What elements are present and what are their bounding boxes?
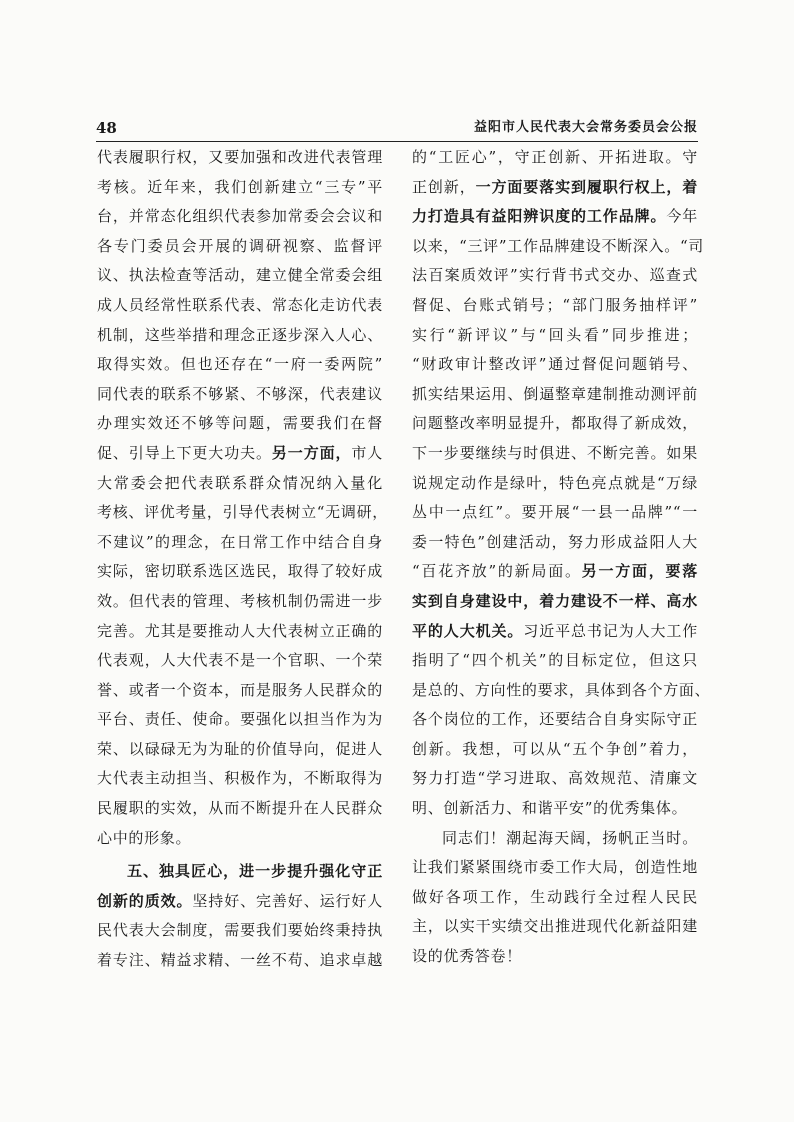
text-line: 同代表的联系不够紧、不够深，代表建议 [97, 384, 383, 403]
right-column [412, 143, 711, 972]
text-line [412, 202, 698, 232]
text-line: 明、创新活力、和谐平安”的优秀集体。 [412, 799, 688, 818]
text-line: 完善。尤其是要推动人大代表树立正确的 [97, 621, 383, 640]
text-run: 市人 [351, 443, 383, 462]
text-line: 考核。近年来，我们创新建立“三专”平 [97, 177, 383, 196]
bold-text: 平的人大机关。 [412, 621, 524, 640]
text-run: 习近平总书记为人大工作 [523, 621, 698, 640]
bold-text: 另一方面， [271, 443, 352, 462]
text-line: 各专门委员会开展的调研视察、监督评 [97, 236, 383, 255]
text-line: 实际，密切联系选区选民，取得了较好成 [97, 562, 383, 581]
text-line: 民履职的实效，从而不断提升在人民群众 [97, 799, 383, 818]
text-line [97, 887, 383, 917]
bold-text: 力打造具有益阳辨识度的工作品牌。 [412, 207, 667, 226]
text-run: 促、引导上下更大功夫。 [97, 443, 272, 462]
text-line: 以来，“三评”工作品牌建设不断深入。“司 [412, 236, 705, 255]
text-line: 各个岗位的工作，还要结合自身实际守正 [412, 710, 698, 729]
section-heading: 五、独具匠心，进一步提升强化守正 [127, 862, 383, 881]
text-line: 下一步要继续与时俱进、不断完善。如果 [412, 443, 698, 462]
text-line [412, 557, 698, 587]
text-line: 督促、台账式销号；“部门服务抽样评” [412, 295, 698, 314]
text-line: 议、执法检查等活动，建立健全常委会组 [97, 266, 383, 285]
text-line: 指明了“四个机关”的目标定位，但这只 [412, 651, 698, 670]
text-line: “财政审计整改评”通过督促问题销号、 [412, 355, 698, 374]
text-line: 丛中一点红”。要开展“一县一品牌”“一 [412, 503, 698, 522]
text-line: 问题整改率明显提升，都取得了新成效， [412, 414, 698, 433]
text-line: 努力打造“学习进取、高效规范、清廉文 [412, 769, 698, 788]
bold-text: 另一方面，要落 [581, 562, 698, 581]
text-line: 同志们！潮起海天阔，扬帆正当时。 [442, 828, 698, 847]
text-line: 荣、以碌碌无为为耻的价值导向，促进人 [97, 739, 383, 758]
text-run: 今年 [666, 207, 699, 226]
text-line: 是总的、方向性的要求，具体到各个方面、 [412, 680, 711, 699]
text-line [97, 857, 383, 887]
paragraph [97, 143, 388, 853]
text-line: 取得实效。但也还存在“一府一委两院” [97, 355, 383, 374]
text-line [412, 173, 698, 203]
text-line: 誉、或者一个资本，而是服务人民群众的 [97, 680, 383, 699]
bold-text: 一方面要落实到履职行权上，着 [475, 177, 698, 196]
text-line: 效。但代表的管理、考核机制仍需进一步 [97, 591, 383, 610]
text-line: 大常委会把代表联系群众情况纳入量化 [97, 473, 383, 492]
text-line: 不建议”的理念，在日常工作中结合自身 [97, 532, 383, 551]
text-run: 坚持好、完善好、运行好人 [192, 891, 384, 910]
text-line: 说规定动作是绿叶，特色亮点就是“万绿 [412, 473, 698, 492]
text-line [412, 617, 698, 647]
text-line: 委一特色”创建活动，努力形成益阳人大 [412, 532, 698, 551]
text-run: “百花齐放”的新局面。 [412, 562, 582, 581]
text-line: 心中的形象。 [97, 828, 192, 847]
text-line: 抓实结果运用、倒逼整章建制推动测评前 [412, 384, 698, 403]
running-header [96, 117, 698, 139]
text-line: 让我们紧紧围绕市委工作大局，创造性地 [412, 858, 698, 877]
text-line [412, 587, 698, 617]
text-line: 法百案质效评”实行背书式交办、巡查式 [412, 266, 698, 285]
text-line: 大代表主动担当、积极作为，不断取得为 [97, 769, 383, 788]
paragraph [412, 143, 711, 824]
journal-title: 益阳市人民代表大会常务委员会公报 [473, 120, 698, 135]
text-line: 机制，这些举措和理念正逐步深入人心、 [97, 325, 383, 344]
text-line: 做好各项工作，生动践行全过程人民民 [412, 887, 698, 906]
bold-text: 实到自身建设中，着力建设不一样、高水 [412, 591, 698, 610]
text-line: 民代表大会制度，需要我们要始终秉持执 [97, 921, 383, 940]
text-line: 代表履职行权，又要加强和改进代表管理 [97, 148, 383, 166]
text-line: 成人员经常性联系代表、常态化走访代表 [97, 295, 383, 314]
text-line [97, 439, 383, 469]
text-line: 考核、评优考量，引导代表树立“无调研， [97, 503, 388, 522]
text-line: 主，以实干实绩交出推进现代化新益阳建 [412, 917, 698, 936]
left-column [97, 143, 388, 976]
text-line: 办理实效还不够等问题，需要我们在督 [97, 414, 383, 433]
paragraph [97, 853, 383, 975]
header-rule [96, 141, 698, 142]
text-line: 的“工匠心”，守正创新、开拓进取。守 [412, 148, 698, 166]
text-line: 着专注、精益求精、一丝不苟、追求卓越 [97, 951, 383, 970]
text-line: 台，并常态化组织代表参加常委会会议和 [97, 207, 383, 226]
text-line: 实行“新评议”与“回头看”同步推进； [412, 325, 698, 344]
text-line: 创新。我想，可以从“五个争创”着力， [412, 739, 698, 758]
text-line: 代表观，人大代表不是一个官职、一个荣 [97, 651, 383, 670]
text-line: 平台、责任、使命。要强化以担当作为为 [97, 710, 383, 729]
text-run: 正创新， [412, 177, 476, 196]
section-heading: 创新的质效。 [97, 891, 193, 910]
paragraph [412, 824, 698, 972]
text-line: 设的优秀答卷！ [412, 947, 522, 966]
page-number: 48 [96, 119, 117, 137]
